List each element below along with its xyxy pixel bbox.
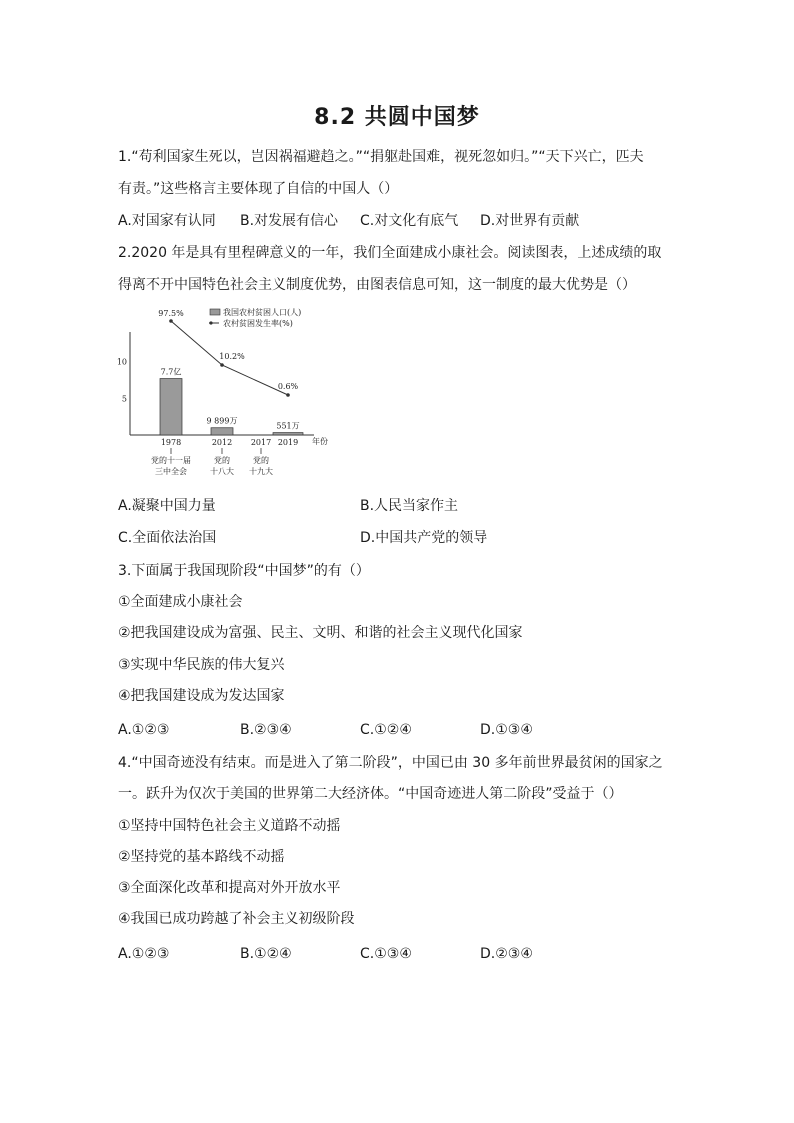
- q3-option-c[interactable]: C.①②④: [360, 722, 412, 738]
- annotation-1978-line-1: 党的十一届: [151, 456, 191, 465]
- q4-item-2: ②坚持党的基本路线不动摇: [118, 849, 285, 865]
- q4-option-b[interactable]: B.①②④: [240, 946, 292, 962]
- q4-item-4: ④我国已成功跨越了补会主义初级阶段: [118, 911, 355, 927]
- q3-option-d[interactable]: D.①③④: [480, 722, 533, 738]
- line-label-2012: 10.2%: [219, 352, 245, 361]
- annotation-2017-line-1: 党的: [253, 456, 269, 465]
- q2-stem-line-1: 2.2020 年是具有里程碑意义的一年，我们全面建成小康社会。阅读图表，上述成绩的取: [118, 245, 662, 261]
- annotation-2012-line-2: 十八大: [210, 467, 234, 476]
- q3-option-b[interactable]: B.②③④: [240, 722, 292, 738]
- q2-option-a[interactable]: A.凝聚中国力量: [118, 498, 216, 514]
- poverty-chart: [116, 304, 362, 486]
- bar-label-2012: 9 899万: [206, 416, 238, 426]
- bar-label-1978: 7.7亿: [160, 367, 182, 377]
- legend: [209, 307, 301, 328]
- bar-2012: [211, 428, 233, 435]
- q3-item-1: ①全面建成小康社会: [118, 594, 243, 610]
- y-tick-label: 5: [121, 394, 127, 404]
- q3-item-4: ④把我国建设成为发达国家: [118, 688, 285, 704]
- legend-bar-swatch: [210, 309, 220, 315]
- x-tick-2017: 2017: [250, 438, 272, 447]
- line-label-1978: 97.5%: [158, 309, 184, 318]
- q4-option-a[interactable]: A.①②③: [118, 946, 170, 962]
- legend-bar-label: 我国农村贫困人口(人): [223, 308, 302, 317]
- line-point-1978: [169, 319, 173, 323]
- q1-option-d[interactable]: D.对世界有贡献: [480, 213, 580, 229]
- annotation-2017-line-2: 十九大: [249, 467, 273, 476]
- q2-option-d[interactable]: D.中国共产党的领导: [360, 530, 488, 546]
- q1-option-a[interactable]: A.对国家有认同: [118, 213, 216, 229]
- q4-item-3: ③全面深化改革和提高对外开放水平: [118, 880, 341, 896]
- q1-stem-line-2: 有责。”这些格言主要体现了自信的中国人（）: [118, 181, 399, 197]
- legend-line-label: 农村贫困发生率(%): [223, 319, 293, 328]
- q3-option-a[interactable]: A.①②③: [118, 722, 170, 738]
- x-tick-1978: 1978: [160, 438, 182, 447]
- q2-option-b[interactable]: B.人民当家作主: [360, 498, 459, 514]
- bar-2019: [273, 433, 303, 435]
- q1-stem-line-1: 1.“苟利国家生死以，岂因祸福避趋之。”“捐躯赴国难，视死忽如归。”“天下兴亡，匹夫: [118, 149, 644, 165]
- q4-stem-line-2: 一。跃升为仅次于美国的世界第二大经济体。“中国奇迹进人第二阶段”受益于（）: [118, 786, 623, 802]
- q4-stem-line-1: 4.“中国奇迹没有结束。而是进入了第二阶段”，中国已由 30 多年前世界最贫闲的国家之: [118, 755, 663, 771]
- bar-1978: [160, 379, 182, 435]
- page-title: 8.2 共圆中国梦: [314, 105, 480, 130]
- annotation-1978-line-2: 三中全会: [155, 467, 187, 476]
- line-label-2019: 0.6%: [277, 382, 299, 391]
- bar-label-2019: 551万: [276, 421, 300, 431]
- annotation-2012-line-1: 党的: [214, 456, 230, 465]
- q4-option-d[interactable]: D.②③④: [480, 946, 533, 962]
- q1-option-b[interactable]: B.对发展有信心: [240, 213, 339, 229]
- y-tick-label: 10: [116, 357, 127, 367]
- q2-stem-line-2: 得离不开中国特色社会主义制度优势，由图表信息可知，这一制度的最大优势是（）: [118, 277, 636, 293]
- q1-option-c[interactable]: C.对文化有底气: [360, 213, 459, 229]
- q3-item-3: ③实现中华民族的伟大复兴: [118, 657, 285, 673]
- x-tick-2019: 2019: [277, 438, 299, 447]
- q4-item-1: ①坚持中国特色社会主义道路不动摇: [118, 818, 341, 834]
- q4-option-c[interactable]: C.①③④: [360, 946, 412, 962]
- q2-option-c[interactable]: C.全面依法治国: [118, 530, 217, 546]
- x-tick-2012: 2012: [211, 438, 233, 447]
- q3-stem: 3.下面属于我国现阶段“中国梦”的有（）: [118, 563, 370, 579]
- legend-line-marker: [209, 321, 212, 324]
- q3-item-2: ②把我国建设成为富强、民主、文明、和谐的社会主义现代化国家: [118, 625, 523, 641]
- line-point-2019: [286, 393, 290, 397]
- line-point-2012: [220, 363, 224, 367]
- x-axis-label: 年份: [312, 437, 328, 446]
